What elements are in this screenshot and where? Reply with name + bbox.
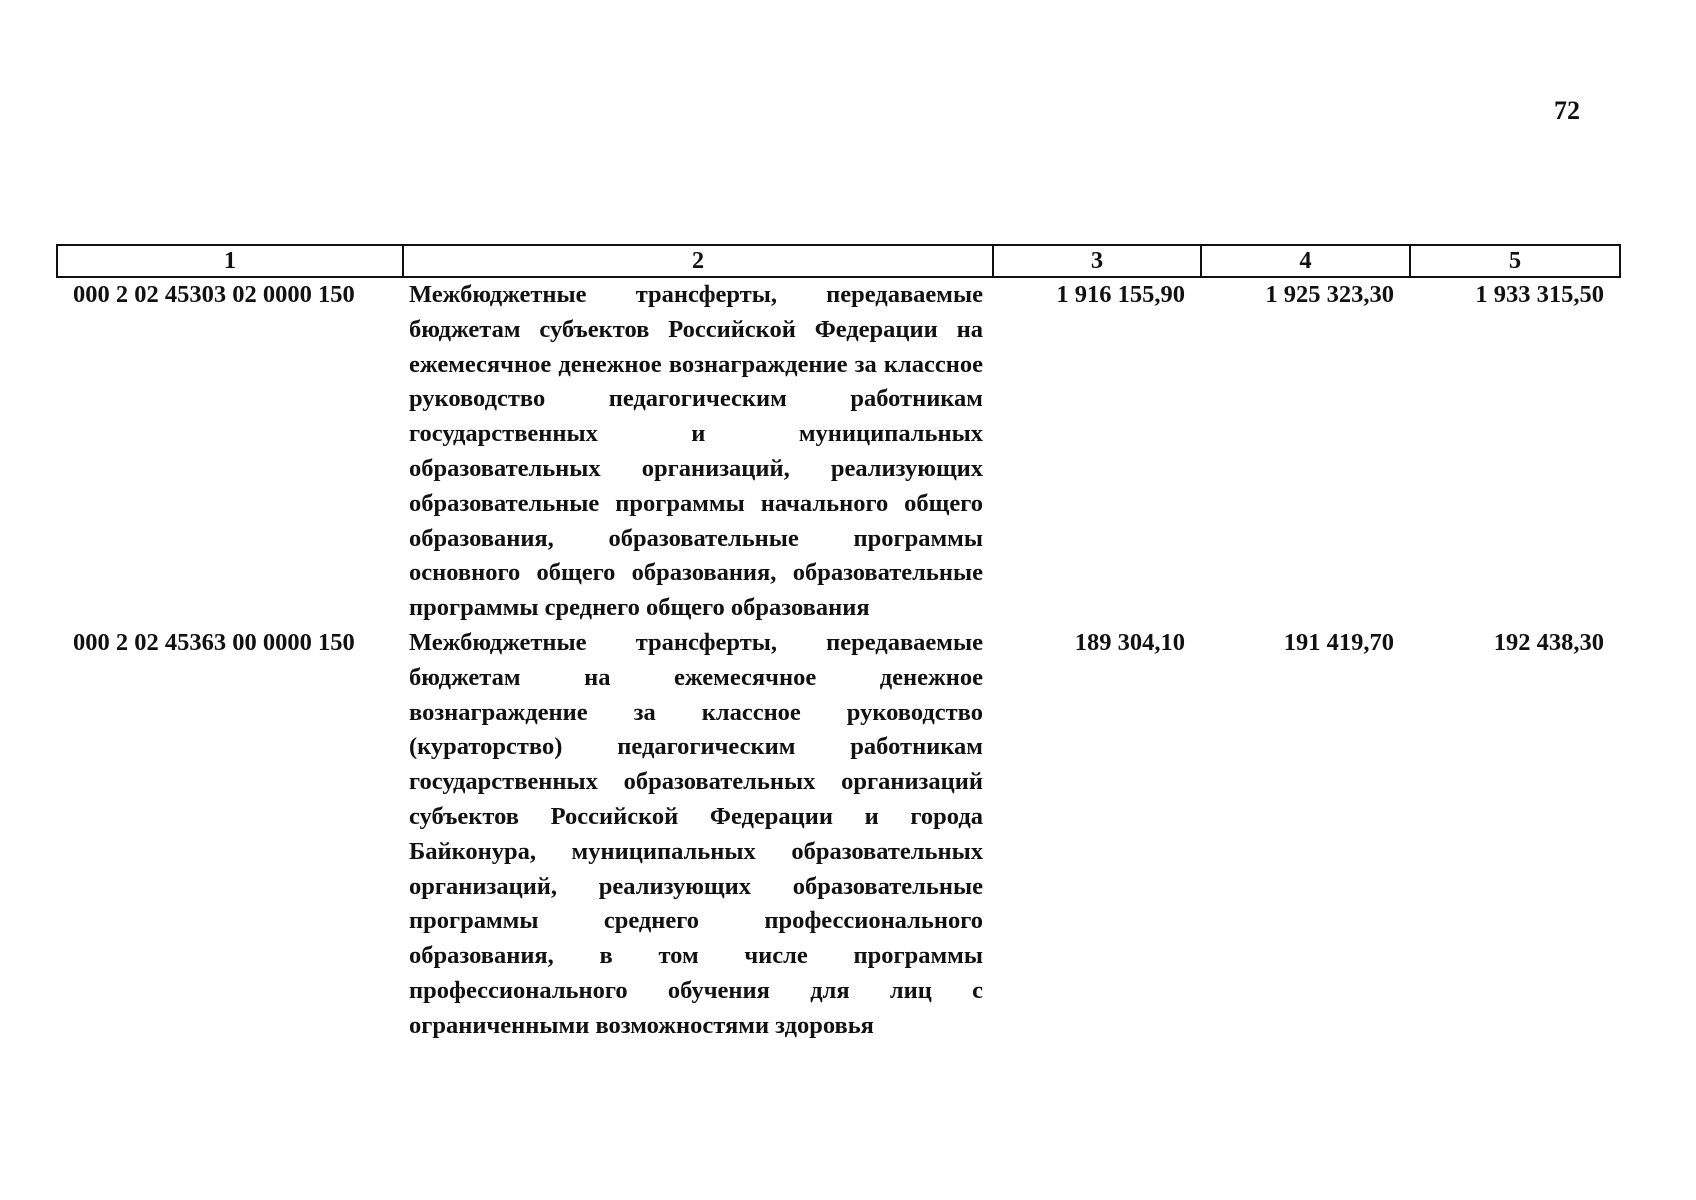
budget-description: Межбюджетные трансферты, передаваемые бюджетам субъектов Российской Федерации на ежемесячное денежное вознаграждение за классное руководство педагогическим работникам государственных и муниципальных образовательных организаций, реализующих образовательные программы начального общего образования, образовательные программы основного общего образования, образовательные программы среднего общего образования — [409, 281, 983, 622]
amount-column-5: 192 438,30 — [1493, 628, 1604, 656]
column-header-3: 3 — [993, 245, 1201, 277]
amount-column-3: 189 304,10 — [1074, 628, 1185, 656]
table-row — [57, 277, 1620, 626]
budget-code: 000 2 02 45303 02 0000 150 — [73, 281, 355, 308]
table-row — [57, 626, 1620, 1044]
column-header-2: 2 — [403, 245, 993, 277]
amount-column-4: 191 419,70 — [1283, 628, 1394, 656]
budget-code: 000 2 02 45363 00 0000 150 — [73, 628, 355, 656]
header-row — [57, 245, 1620, 277]
page-number: 72 — [1554, 96, 1580, 125]
amount-column-5: 1 933 315,50 — [1475, 281, 1604, 308]
column-header-1: 1 — [57, 245, 403, 277]
column-header-4: 4 — [1201, 245, 1410, 277]
amount-column-3: 1 916 155,90 — [1056, 281, 1185, 308]
column-header-5: 5 — [1410, 245, 1620, 277]
amount-column-4: 1 925 323,30 — [1265, 281, 1394, 308]
budget-table — [56, 244, 1621, 1044]
budget-description: Межбюджетные трансферты, передаваемые бюджетам на ежемесячное денежное вознаграждение за классное руководство (кураторство) педагогическим работникам государственных образовательных организаций субъектов Российской Федерации и города Байконура, муниципальных образовательных организаций, реализующих образовательные программы среднего профессионального образования, в том числе программы профессионального обучения для лиц с ограниченными возможностями здоровья — [409, 628, 983, 1039]
